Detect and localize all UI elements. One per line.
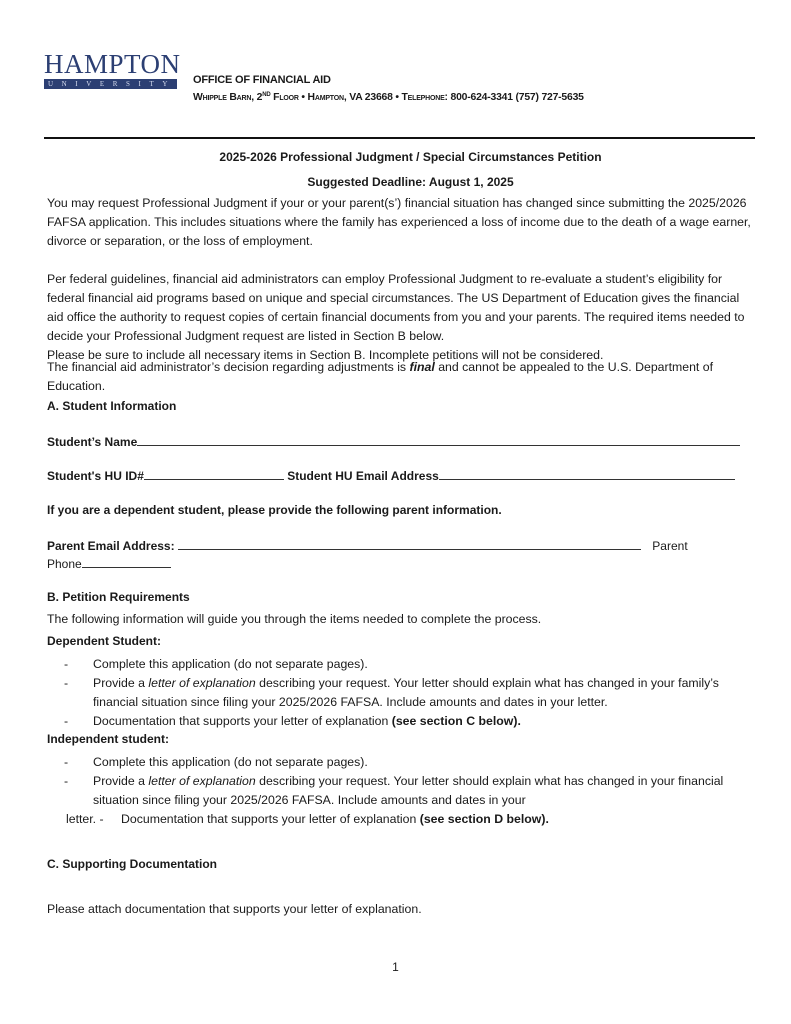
- student-name-label: Student’s Name: [47, 435, 138, 449]
- decision-text-before: The financial aid administrator’s decision regarding adjustments is: [47, 360, 410, 374]
- address-superscript: ND: [262, 92, 271, 98]
- list-item: [66, 810, 549, 829]
- student-email-label: Student HU Email Address: [287, 469, 439, 483]
- section-c-body: Please attach documentation that supports your letter of explanation.: [47, 902, 422, 916]
- student-id-email-row: [47, 468, 735, 483]
- list-item: [64, 712, 764, 731]
- student-email-field[interactable]: [439, 468, 735, 480]
- university-logo-subbar: UNIVERSITY: [44, 79, 177, 89]
- section-a-heading: A. Student Information: [47, 399, 177, 413]
- address-part-1: Whipple Barn, 2: [193, 92, 263, 103]
- list-item-text: Documentation that supports your letter of explanation: [93, 714, 392, 728]
- parent-phone-field[interactable]: [82, 556, 171, 568]
- decision-emphasis: final: [409, 360, 435, 374]
- list-dash: -: [64, 755, 69, 769]
- parent-phone-row: [47, 556, 171, 571]
- guidelines-paragraph: [47, 270, 759, 365]
- list-dash: -: [64, 774, 69, 788]
- guidelines-text: Per federal guidelines, financial aid administrators can employ Professional Judgment to re-evaluate a student’s eligibility for federal financial aid programs based on unique and special circumstances. The US Department of Education gives the financial aid office the authority to request copies of certain financial documents from you and your parents. The required items needed to decide your Professional Judgment request are listed in Section B below.: [47, 272, 745, 343]
- intro-paragraph: You may request Professional Judgment if your or your parent(s’) financial situation has changed since submitting the 2025/2026 FAFSA application. This includes situations where the family has experienced a loss of income due to the death of a wage earner, divorce or separation, or the loss of employment.: [47, 196, 751, 248]
- dependent-requirements-list: [64, 655, 764, 731]
- list-item-text: Provide a: [93, 774, 149, 788]
- university-logo-wordmark: HAMPTON: [44, 49, 181, 79]
- parent-phone-label-part1: Parent: [652, 539, 688, 553]
- list-item-text: Documentation that supports your letter of explanation: [121, 812, 420, 826]
- header-divider: [44, 137, 755, 139]
- list-item-lead: letter. -: [66, 812, 104, 826]
- list-dash: -: [64, 676, 69, 690]
- list-item: [64, 674, 764, 712]
- office-address: [193, 92, 584, 103]
- include-note: Please be sure to include all necessary items in Section B. Incomplete petitions will not be considered.: [47, 348, 604, 362]
- list-item-italic: letter of explanation: [148, 676, 256, 690]
- dependent-student-heading: Dependent Student:: [47, 634, 161, 648]
- student-name-row: [47, 434, 740, 449]
- decision-text-after: and cannot be appealed to the U.S. Department of Education.: [47, 360, 714, 393]
- student-name-field[interactable]: [137, 434, 740, 446]
- list-item: [64, 772, 764, 810]
- office-name: OFFICE OF FINANCIAL AID: [193, 74, 331, 86]
- list-item: [64, 655, 764, 674]
- parent-email-label: Parent Email Address:: [47, 539, 175, 553]
- list-item-text: Complete this application (do not separate pages).: [93, 657, 368, 671]
- dependent-note: If you are a dependent student, please provide the following parent information.: [47, 503, 502, 517]
- document-title: 2025-2026 Professional Judgment / Special Circumstances Petition: [219, 150, 602, 164]
- student-id-label: Student's HU ID#: [47, 469, 144, 483]
- student-id-field[interactable]: [144, 468, 284, 480]
- list-item-bold: (see section D below).: [419, 812, 549, 826]
- section-b-heading: B. Petition Requirements: [47, 590, 190, 604]
- parent-email-row: [47, 538, 688, 553]
- list-item-bold: (see section C below).: [391, 714, 521, 728]
- list-item-italic: letter of explanation: [148, 774, 256, 788]
- parent-email-field[interactable]: [178, 538, 641, 550]
- list-item-text: Complete this application (do not separate pages).: [93, 755, 368, 769]
- section-b-intro: The following information will guide you through the items needed to complete the process.: [47, 612, 542, 626]
- list-dash: -: [64, 714, 69, 728]
- list-item-text: Provide a: [93, 676, 149, 690]
- independent-requirements-list: [64, 753, 764, 810]
- list-dash: -: [64, 657, 69, 671]
- document-deadline: Suggested Deadline: August 1, 2025: [307, 175, 514, 189]
- parent-phone-label-part2: Phone: [47, 557, 82, 571]
- address-part-2: Floor • Hampton, VA 23668 • Telephone: 800-624-3341 (757) 727-5635: [270, 92, 584, 103]
- section-c-heading: C. Supporting Documentation: [47, 857, 217, 871]
- decision-paragraph: [47, 358, 759, 396]
- list-item-text: describing your request. Your letter should explain what has changed in your financial situation since filing your 2025/2026 FAFSA. Include amounts and dates in your: [93, 774, 724, 807]
- list-item-text: describing your request. Your letter should explain what has changed in your family’s financial situation since filing your 2025/2026 FAFSA. Include amounts and dates in your letter.: [93, 676, 719, 709]
- independent-student-heading: Independent student:: [47, 732, 169, 746]
- page-number: 1: [392, 960, 399, 974]
- list-item: [64, 753, 764, 772]
